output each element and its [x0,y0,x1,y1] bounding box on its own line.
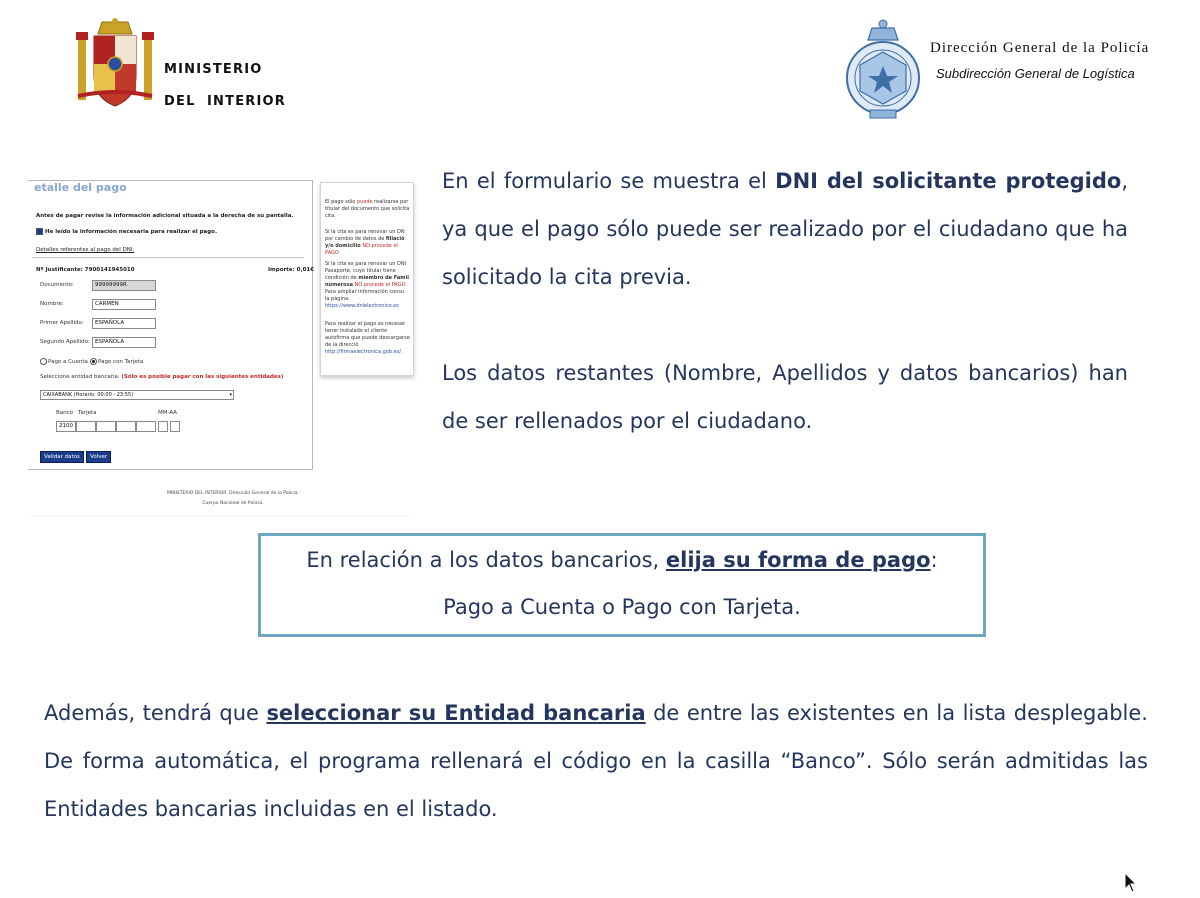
importe-label: Importe: 0,01€ [268,267,315,273]
radio-selected-icon[interactable] [90,358,97,365]
radio-icon[interactable] [40,358,47,365]
validar-datos-button[interactable]: Validar datos [40,451,84,463]
info-text: realizarse por titular del documento que solicita cita. [325,199,410,219]
banco-field[interactable]: 2100 [56,421,76,432]
p1-text-a: En el formulario se muestra el [442,169,776,193]
info-text-bold: miembro de Famil numerosa [325,275,409,288]
p1-highlight: DNI del solicitante protegido [775,169,1122,193]
select-label: Seleccione entidad bancaria. [40,374,120,380]
info-text-red: NO procede el PAGO [325,243,398,256]
mmaa-label: MM-AA [158,410,178,416]
police-header [842,18,1172,126]
info-paragraph-2 [325,229,410,257]
card-field-4[interactable] [136,421,156,432]
bank-select[interactable] [40,390,234,400]
nombre-label: Nombre: [40,301,64,307]
apellido2-field[interactable]: ESPAÑOLA [92,337,156,348]
p3-text-a: Además, tendrá que [44,701,267,725]
radio-tarjeta[interactable] [90,358,143,365]
chevron-down-icon[interactable]: ▾ [229,392,232,398]
radio-cuenta-label: Pago a Cuenta [48,359,88,365]
box-line-2: Pago a Cuenta o Pago con Tarjeta. [443,595,801,619]
form-title: etalle del pago [34,181,127,194]
justificante-label: Nº Justificante: 7900141945010 [36,267,135,273]
tarjeta-label: Tarjeta [78,410,97,416]
info-text-bold: filiació y/o domicilio [325,236,405,249]
box-line-1 [261,548,983,572]
info-text-red: NO procede el PAGO. [354,282,407,288]
documento-field: 99999999R [92,280,156,291]
dg-subtitle: Subdirección General de Logística [936,66,1135,81]
payment-method-box [258,533,986,637]
info-text: El pago sólo [325,199,356,205]
checkbox-label: He leído la información necesaria para realizar el pago. [45,229,218,235]
screenshot-footer-1: MINISTERIO DEL INTERIOR. Dirección General de la Policía. [167,491,299,496]
card-field-1[interactable] [76,421,96,432]
ministry-name [164,54,286,118]
info-paragraph-4 [325,321,410,356]
card-field-2[interactable] [96,421,116,432]
firma-link[interactable]: http://firmaelectronica.gob.es/. [325,349,403,355]
box-highlight: elija su forma de pago [665,548,931,572]
month-field[interactable] [158,421,168,432]
paragraph-bank-entity [44,689,1148,833]
divider [32,257,304,258]
info-text-red: puede [356,199,373,205]
nombre-field[interactable]: CARMEN [92,299,156,310]
info-text: Para ampliar información consu la página: [325,289,405,302]
select-label-row [40,374,283,380]
p3-text-c: de entre las existentes en la lista desplegable. De forma automática, el programa rellenará el código en la casilla “Banco”. Sólo serán admitidas las Entidades bancarias incluidas en el listado. [44,701,1148,821]
volver-button[interactable]: Volver [86,451,111,463]
box-text-c: : [930,548,938,572]
bank-select-value: CAIXABANK (Horario: 00:00 - 23:55) [43,392,134,398]
info-side-panel [320,182,414,376]
police-badge-icon [842,18,924,124]
info-paragraph-3 [325,261,410,310]
radio-tarjeta-label: Pago con Tarjeta [98,359,144,365]
p3-highlight: seleccionar su Entidad bancaria [266,701,646,725]
dnie-link[interactable]: https://www.dnielectronico.es [325,303,399,309]
info-text: Si la cita es para renovar un DNI Pasaporte, cuyo titular tiene condición de [325,261,407,281]
apellido2-label: Segundo Apellido: [40,339,90,345]
ministry-line1: MINISTERIO [164,62,263,77]
paragraph-dni-protected [442,157,1128,301]
documento-label: Documento: [40,282,74,288]
ministry-header [72,18,332,118]
year-field[interactable] [170,421,180,432]
card-field-3[interactable] [116,421,136,432]
form-checkbox-row[interactable] [36,228,217,235]
section-label: Detalles referentes al pago del DNI: [36,247,135,253]
radio-cuenta[interactable] [40,358,88,365]
select-warning: (Sólo es posible pagar con las siguientes entidades) [121,374,284,380]
info-paragraph-1 [325,199,410,220]
apellido1-label: Primer Apellido: [40,320,84,326]
info-text: Si la cita es para renovar un DN por cambio de datos de [325,229,405,242]
ministry-line2: DEL INTERIOR [164,94,286,109]
mouse-pointer-icon [1124,872,1138,894]
payment-form-screenshot [28,170,414,515]
banco-label: Banco [56,410,74,416]
paragraph-remaining-data: Los datos restantes (Nombre, Apellidos y datos bancarios) han de ser rellenados por el ciudadano. [442,361,1128,433]
payment-form-panel [28,180,313,470]
checkbox-icon[interactable] [36,228,43,235]
info-text: Para realizar el pago es necesar tener instalado el cliente autofirma que puede descargarse de la direcció [325,321,410,348]
coat-of-arms-icon [72,18,158,110]
screenshot-footer-2: Cuerpo Nacional de Policía. [202,501,264,506]
box-text-a: En relación a los datos bancarios, [306,548,666,572]
dg-title: Dirección General de la Policía [930,40,1150,56]
form-notice: Antes de pagar revise la información adicional situada a la derecha de su pantalla. [36,213,294,219]
apellido1-field[interactable]: ESPAÑOLA [92,318,156,329]
p1-text-c: , ya que el pago sólo puede ser realizado por el ciudadano que ha solicitado la cita previa. [442,169,1128,289]
